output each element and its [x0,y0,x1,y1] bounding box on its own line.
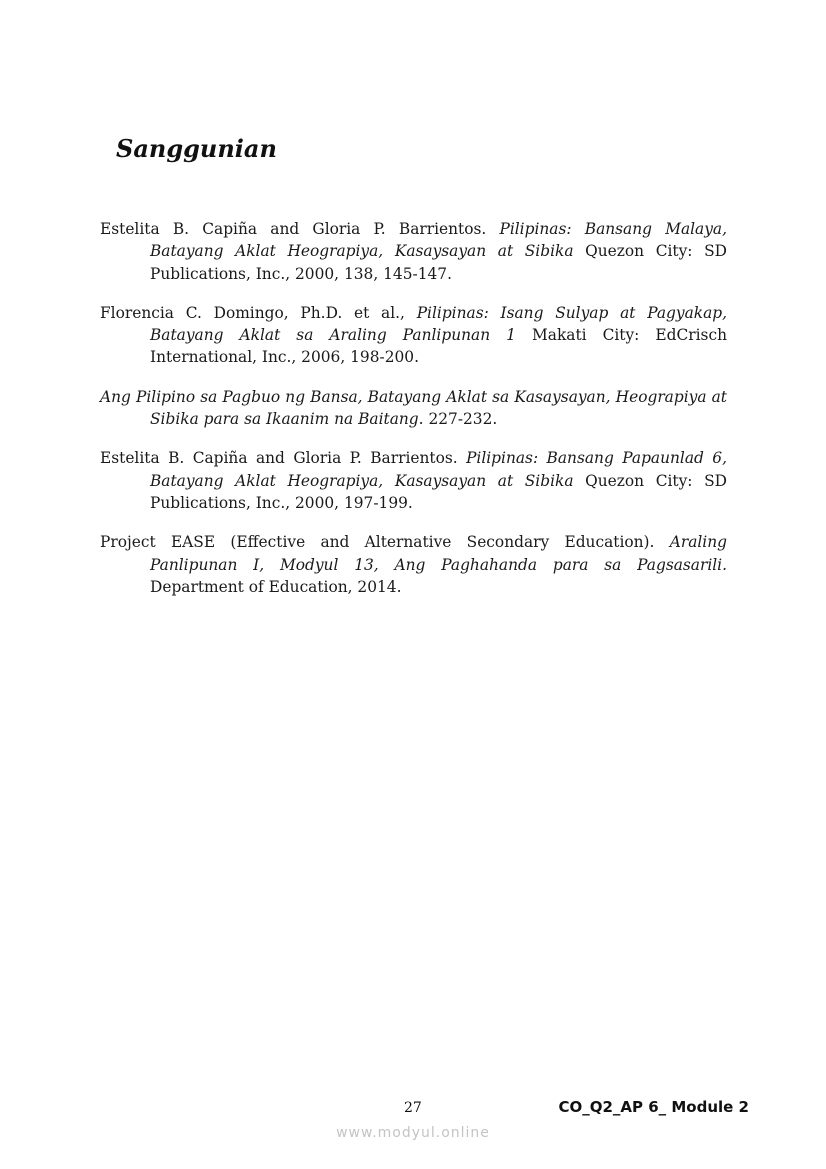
watermark: www.modyul.online [336,1125,490,1141]
reference-authors: Project EASE (Effective and Alternative Secondary Education). [100,533,670,552]
page-number: 27 [404,1100,422,1116]
module-code: CO_Q2_AP 6_ Module 2 [558,1098,749,1116]
reference-publisher: Makati City: EdCrisch International, Inc., 2006, 198-200. [150,326,727,367]
reference-list [100,218,727,615]
reference-title: Pilipinas: Bansang Malaya, Batayang Aklat Heograpiya, Kasaysayan at Sibika [150,220,727,261]
reference-publisher: . 227-232. [418,410,498,429]
reference-item [100,218,727,285]
reference-title: Pilipinas: Bansang Papaunlad 6, Batayang Aklat Heograpiya, Kasaysayan at Sibika [150,449,727,490]
reference-item [100,302,727,369]
reference-publisher: Quezon City: SD Publications, Inc., 2000, 138, 145-147. [150,242,727,283]
reference-title: Pilipinas: Isang Sulyap at Pagyakap, Batayang Aklat sa Araling Panlipunan 1 [150,303,727,345]
reference-title: Araling Panlipunan I, Modyul 13, Ang Paghahanda para sa Pagsasarili. [150,533,727,574]
reference-title: Ang Pilipino sa Pagbuo ng Bansa, Batayang Aklat sa Kasaysayan, Heograpiya at Sibika para sa Ikaanim na Baitang [100,387,727,429]
reference-authors: Estelita B. Capiña and Gloria P. Barrientos. [100,449,467,468]
reference-publisher: Quezon City: SD Publications, Inc., 2000, 197-199. [150,471,727,512]
page-title: Sanggunian [116,134,277,163]
reference-item [100,447,727,514]
reference-item [100,386,727,431]
reference-authors: Estelita B. Capiña and Gloria P. Barrientos. [100,220,500,238]
reference-authors: Florencia C. Domingo, Ph.D. et al., [100,303,417,322]
reference-item [100,531,727,598]
reference-publisher: Department of Education, 2014. [150,577,402,596]
